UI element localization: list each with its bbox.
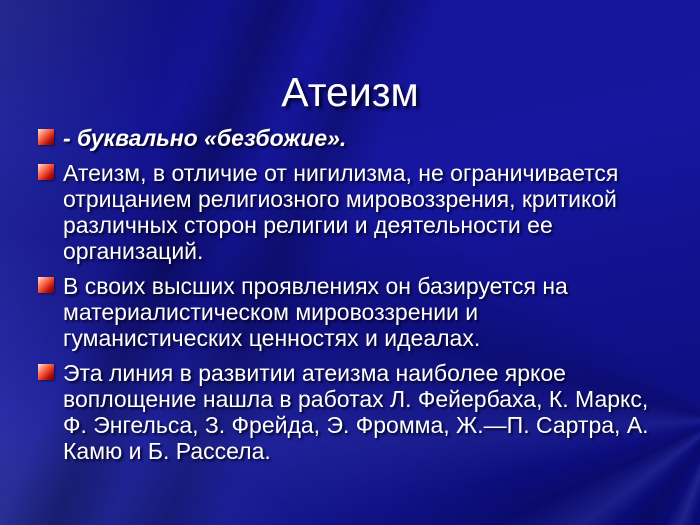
list-item xyxy=(38,273,663,351)
list-item xyxy=(38,160,663,264)
bullet-square-icon xyxy=(38,129,54,145)
bullet-text: - буквально «безбожие». xyxy=(63,125,347,151)
list-item xyxy=(38,360,663,464)
bullet-square-icon xyxy=(38,164,54,180)
slide-title: Атеизм xyxy=(281,69,419,116)
bullet-text: Атеизм, в отличие от нигилизма, не ограничивается отрицанием религиозного мировоззрения, критикой различных сторон религии и деятельности ее организаций. xyxy=(63,160,619,264)
bullet-list xyxy=(38,125,663,473)
bullet-text: В своих высших проявлениях он базируется на материалистическом мировоззрении и гуманистических ценностях и идеалах. xyxy=(63,273,568,351)
bullet-square-icon xyxy=(38,364,54,380)
bullet-square-icon xyxy=(38,277,54,293)
bullet-text: Эта линия в развитии атеизма наиболее яркое воплощение нашла в работах Л. Фейербаха, К. Маркс, Ф. Энгельса, З. Фрейда, Э. Фромма, Ж.—П. Сартра, А. Камю и Б. Рассела. xyxy=(63,360,649,464)
list-item xyxy=(38,125,663,151)
